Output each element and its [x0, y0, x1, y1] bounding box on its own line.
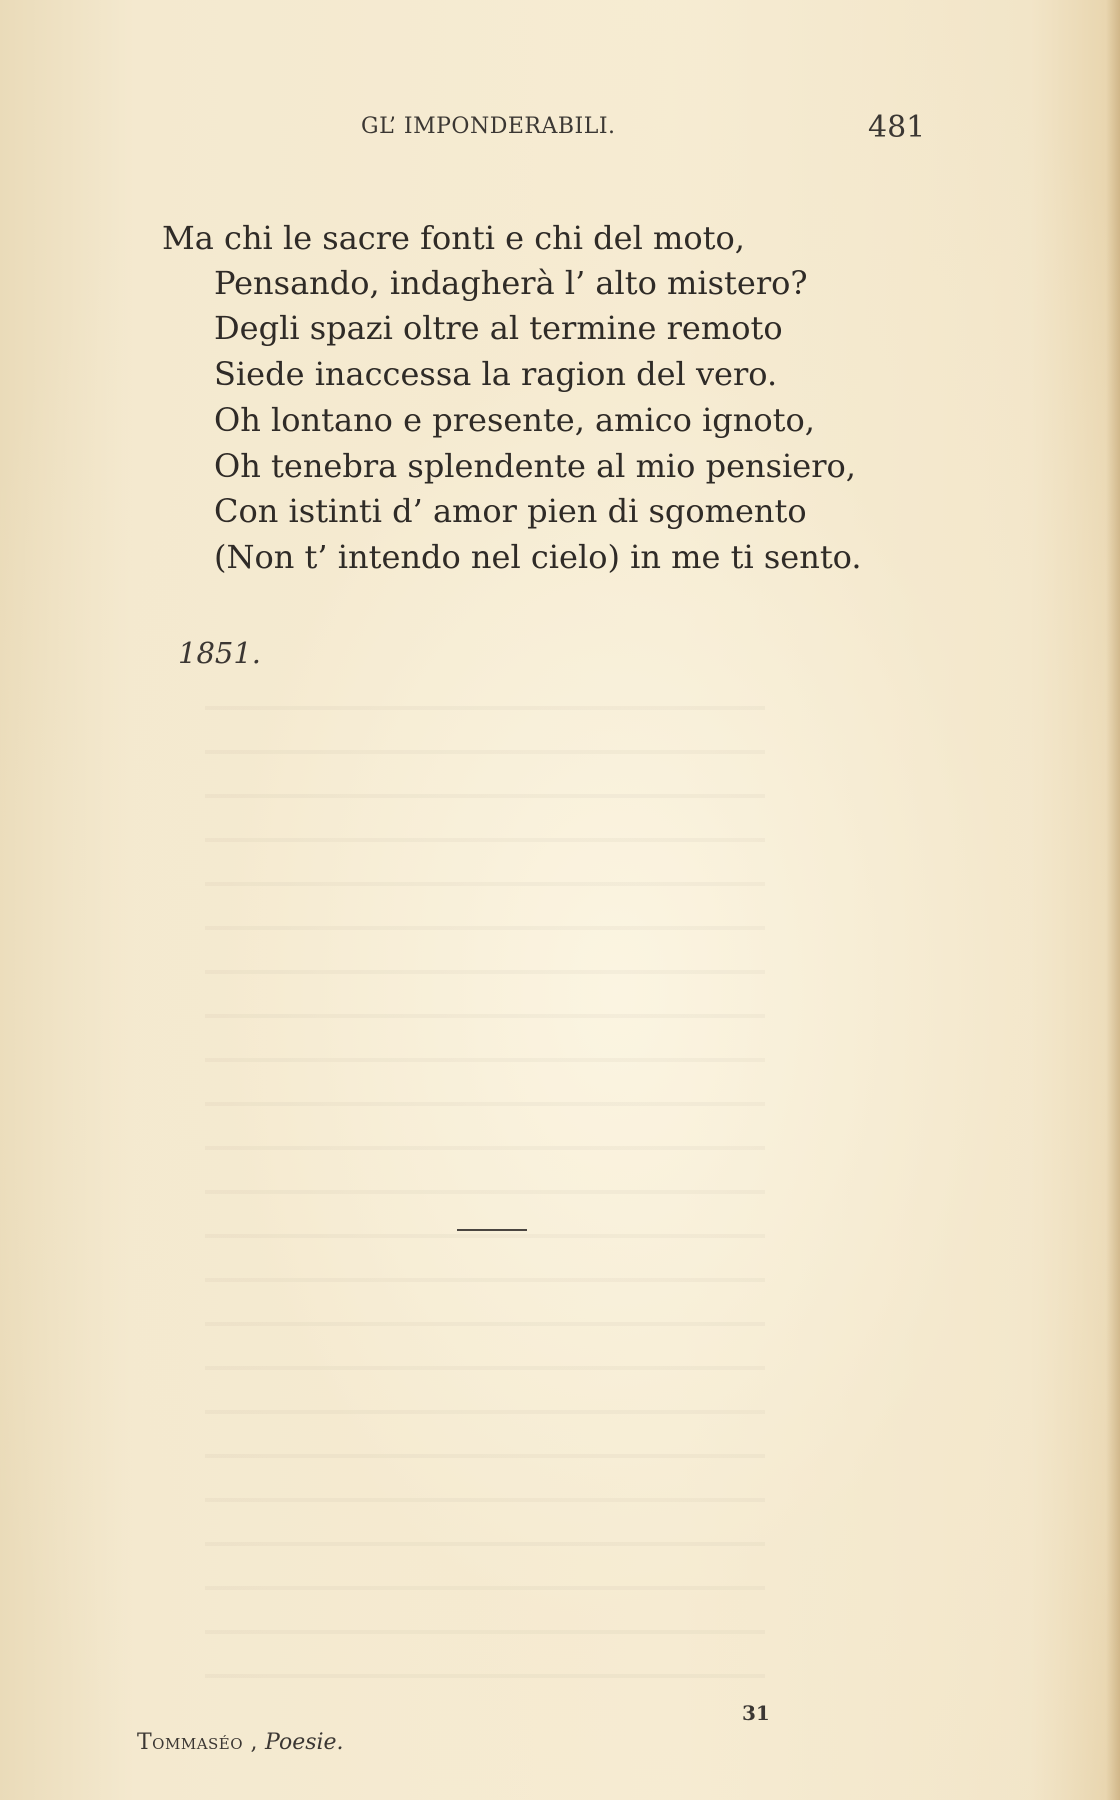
verse-line: Oh lontano e presente, amico ignoto, — [214, 401, 815, 439]
verse-line: Ma chi le sacre fonti e chi del moto, — [162, 219, 745, 257]
footer-author: Tommaséo , — [137, 1730, 259, 1755]
verse-line: Pensando, indagherà l’ alto mistero? — [214, 264, 808, 302]
verse-line: Oh tenebra splendente al mio pensiero, — [214, 447, 856, 485]
printer-signature-mark: 31 — [742, 1701, 770, 1725]
verse-line: Siede inaccessa la ragion del vero. — [214, 355, 778, 393]
verse-line: Con istinti d’ amor pien di sgomento — [214, 492, 807, 530]
verse-line: Degli spazi oltre al termine remoto — [214, 309, 783, 347]
show-through-text — [205, 680, 765, 1680]
page-number: 481 — [868, 110, 926, 145]
running-head: GL’ IMPONDERABILI. — [361, 114, 616, 139]
page-edge-shadow — [1106, 0, 1120, 1800]
section-rule — [457, 1229, 527, 1231]
footer-credit — [137, 1730, 344, 1755]
footer-work-title: Poesie. — [265, 1730, 344, 1755]
poem-date: 1851. — [178, 636, 262, 670]
verse-line: (Non t’ intendo nel cielo) in me ti sento. — [214, 538, 862, 576]
